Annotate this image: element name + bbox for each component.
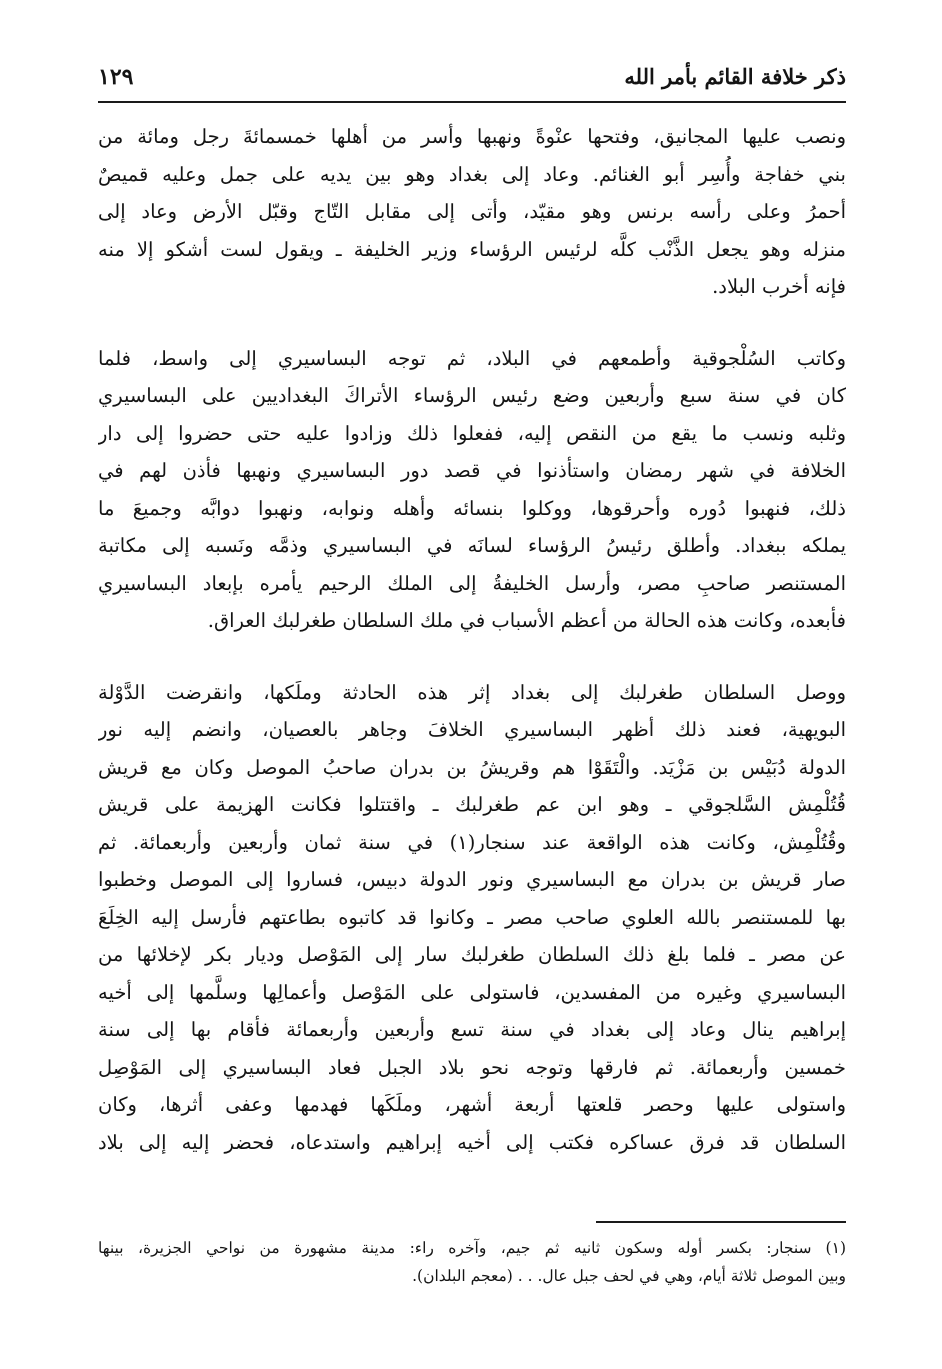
paragraph-2 — [98, 340, 846, 640]
text-line: وكاتب السُلْجوقية وأطمعهم في البلاد، ثم توجه البساسيري إلى واسط، فلما — [98, 346, 846, 370]
text-line: الدولة دُبَيْس بن مَزْيَد. والْتَقَوْا هم وقريشُ بن بدران صاحبُ الموصل وكان مع قريش — [98, 755, 846, 779]
text-line: ووصل السلطان طغرلبك إلى بغداد إثر هذه الحادثة وملَكها، وانقرضت الدَّوْلة — [98, 680, 846, 704]
text-line: فأبعده، وكانت هذه الحالة من أعظم الأسباب في ملك السلطان طغرلبك العراق. — [207, 609, 846, 632]
footnotes — [98, 1234, 846, 1290]
text-line: البويهية، فعند ذلك أظهر البساسيري الخلافَ وجاهر بالعصيان، وانضم إليه نور — [98, 718, 846, 741]
text-line: خمسين وأربعمائة. ثم فارقها وتوجه نحو بلاد الجبل فعاد البساسيري إلى المَوْصِل — [98, 1055, 846, 1079]
text-line: وثلبه ونسب ما يقع من النقص إليه، ففعلوا ذلك وزادوا عليه حتى حضروا إلى دار — [98, 421, 846, 445]
text-line: منزله وهو يجعل الذَّنْب كلَّه لرئيس الرؤساء وزير الخليفة ـ ويقول لست أشكو إلا منه — [98, 237, 846, 261]
footnote-marker: (١) — [825, 1239, 846, 1257]
text-line: عن مصر ـ فلما بلغ ذلك السلطان طغرلبك سار إلى المَوْصل وديار بكر لإخلائها من — [98, 943, 846, 966]
text-line: فإنه أخرب البلاد. — [712, 275, 846, 298]
text-line: ونصب عليها المجانيق، وفتحها عنْوةً ونهبها وأسر من أهلها خمسمائةَ رجل ومائة من — [98, 125, 846, 148]
text-line: وقُتُلْمِش، وكانت هذه الواقعة عند سنجار(١) في سنة ثمان وأربعين وأربعمائة. ثم — [98, 830, 846, 854]
text-line: المستنصر صاحبِ مصر، وأرسل الخليفةُ إلى الملك الرحيم يأمره بإبعاد البساسيري — [98, 571, 846, 595]
running-header — [98, 60, 846, 100]
text-line: الخلافة في شهر رمضان واستأذنوا في قصد دور البساسيري ونهبها فأذن لهم في — [98, 459, 846, 482]
main-text — [98, 118, 846, 1195]
text-line: أحمرُ وعلى رأسه برنس وهو مقيّد، وأتى إلى مقابل التّاج وقبّل الأرض وعاد إلى — [98, 200, 846, 223]
text-line: السلطان قد فرق عساكره فكتب إلى أخيه إبراهيم واستدعاه، فحضر إليه إلى بلاد — [98, 1130, 846, 1154]
footnote-rule — [596, 1221, 846, 1223]
paragraph-1 — [98, 118, 846, 306]
footnote-line: وبين الموصل ثلاثة أيام، وهي في لحف جبل عال. . . (معجم البلدان). — [412, 1267, 846, 1285]
header-rule — [98, 101, 846, 103]
header-title: ذكر خلافة القائم بأمر الله — [624, 64, 846, 89]
text-line: قُتُلْمِش السَّلجوقي ـ وهو ابن عم طغرلبك ـ واقتتلوا فكانت الهزيمة على قريش — [98, 793, 846, 816]
text-line: يملكه ببغداد. وأطلق رئيسُ الرؤساء لسانَه في البساسيري وذمَّه ونَسبه إلى مكاتبة — [98, 534, 846, 557]
paragraph-3 — [98, 674, 846, 1162]
text-line: البساسيري وغيره من المفسدين، فاستولى على المَوْصل وأعمالِها وسلَّمها إلى أخيه — [98, 980, 846, 1004]
text-line: واستولى عليها وحصر قلعتها أربعة أشهر، وملَكَها فهدمها وعفى أثرها، وكان — [98, 1093, 846, 1116]
text-line: إبراهيم ينال وعاد إلى بغداد في سنة تسع وأربعين وأربعمائة فأقام بها إلى سنة — [98, 1018, 846, 1041]
text-line: صار قريش بن بدران مع البساسيري ونور الدولة دبيس، فساروا إلى الموصل وخطبوا — [98, 868, 846, 891]
text-line: ذلك، فنهبوا دُوره وأحرقوها، ووكلوا بنسائه وأهله ونوابه، ونهبوا دوابَّه وجميعَ ما — [98, 496, 846, 520]
text-line: كان في سنة سبع وأربعين وضع رئيس الرؤساء الأتراكَ البغداديين على البساسيري — [98, 384, 846, 407]
page-number: ١٢٩ — [98, 64, 134, 90]
footnote-line — [98, 1234, 846, 1262]
text-line: بها للمستنصر بالله العلوي صاحب مصر ـ وكانوا قد كاتبوه بطاعتهم فأرسل إليه الخِلَعَ — [98, 905, 846, 929]
footnote-text: سنجار: بكسر أوله وسكون ثانيه ثم جيم، وآخره راء: مدينة مشهورة من نواحي الجزيرة، بينها — [98, 1239, 812, 1257]
text-line: بني خفاجة وأُسِر أبو الغنائم. وعاد إلى بغداد وهو بين يديه على جمل وعليه قميصٌ — [98, 162, 846, 186]
